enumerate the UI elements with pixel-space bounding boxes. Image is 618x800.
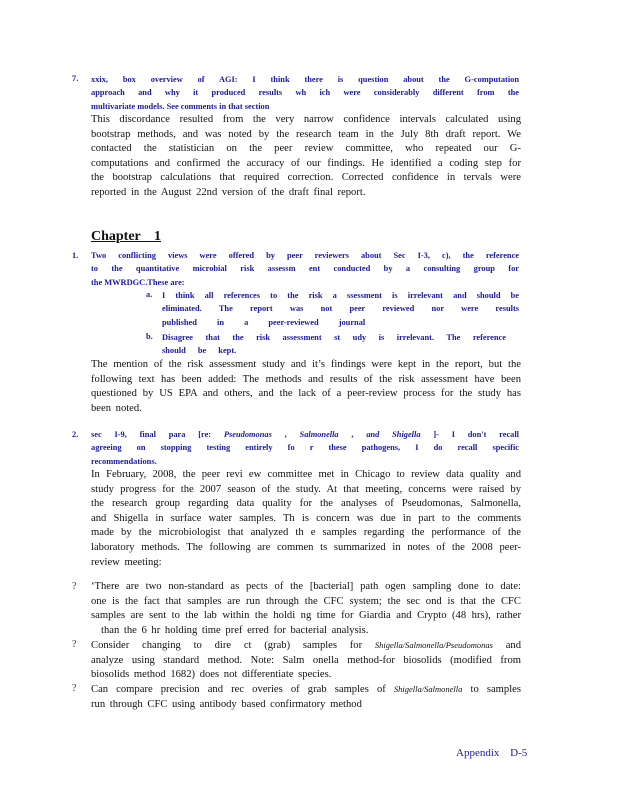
response-line: bootstrap methods, and was noted by the research team in the July 8th draft report. We — [91, 128, 521, 140]
bullet-symbol: ? — [72, 639, 77, 650]
response-line: This discordance resulted from the very narrow confidence intervals calculated using — [91, 114, 521, 125]
comment-text: , — [338, 430, 367, 439]
page-footer: Appendix D-5 — [456, 747, 528, 759]
comment-line: published in a peer-reviewed journal — [162, 317, 366, 327]
sub-item-a — [162, 289, 519, 329]
bullet-line: biosolids method 1682) does not differentiate species. — [91, 669, 332, 681]
response-line: computations and confirmed the accuracy of our findings. He identified a coding step for — [91, 157, 521, 169]
comment-text: sec I-9, final para [re: — [91, 430, 224, 439]
response-text — [91, 358, 521, 416]
comment-line: xxix, box overview of AGI: I think there is question about the G-computation — [91, 75, 519, 84]
comment-line: agreeing on stopping testing entirely fo r these pathogens, I do recall specific — [91, 443, 519, 453]
item-number: 2. — [72, 430, 79, 439]
comment-line: should be kept. — [162, 346, 237, 356]
response-line: contacted the statistician on the peer review committee, who repeated our G- — [91, 143, 521, 155]
comment-text: ]- I don't recall — [420, 430, 520, 439]
bullet-text: and — [492, 640, 521, 651]
sub-item-b — [162, 331, 506, 358]
bullet-item — [91, 580, 521, 638]
chapter-heading: Chapter 1 — [91, 229, 162, 244]
response-line: laboratory methods. The following are commen ts summarized in notes of the 2008 peer- — [91, 541, 521, 553]
comment-line: the MWRDGC.These are: — [91, 277, 185, 287]
reviewer-comment — [91, 249, 519, 289]
response-text — [91, 468, 521, 570]
bullet-text: Consider changing to dire ct (grab) samples for — [91, 640, 375, 651]
comment-line: approach and why it produced results wh ich were considerably different from the — [91, 88, 519, 98]
bullet-line: one is the fact that samples are run through the CFC system; the sec ond is that the CFC — [91, 595, 521, 607]
bullet-text: Can compare precision and rec overies of grab samples of — [91, 684, 394, 695]
bullet-line — [91, 638, 521, 654]
pathogen-name: Shigella/Salmonella/Pseudomonas — [374, 640, 493, 650]
comment-line: to the quantitative microbial risk assessm ent conducted by a consulting group for — [91, 264, 519, 274]
reviewer-comment — [91, 428, 519, 468]
item-number: 7. — [72, 74, 79, 83]
bullet-item — [91, 638, 521, 683]
response-line: questioned by US EPA and others, and the lack of a peer-review process for the study has — [91, 388, 521, 400]
bullet-text: to samples — [462, 684, 521, 695]
response-line: review meeting: — [91, 556, 162, 568]
bullet-symbol: ? — [72, 581, 77, 592]
response-line: following text has been added: The methods and results of the risk assessment have been — [91, 373, 521, 385]
response-line: the research group regarding data quality for the analyses of Pseudomonas, Salmonella, — [91, 498, 521, 510]
bullet-line: than the 6 hr holding time pref erred for bacterial analysis. — [101, 624, 369, 636]
comment-line: I think all references to the risk a ssessment is irrelevant and should be — [162, 291, 519, 300]
comment-line: eliminated. The report was not peer reviewed nor were results — [162, 304, 519, 314]
bullet-line: ‘There are two non-standard as pects of the [bacterial] path ogen sampling done to date: — [91, 581, 521, 592]
response-line: reported in the August 22nd version of the draft final report. — [91, 186, 366, 198]
bullet-symbol: ? — [72, 683, 77, 694]
comment-line: multivariate models. See comments in that section — [91, 101, 270, 111]
response-line: the bootstrap calculations that required correction. Corrected confidence in tervals were — [91, 172, 521, 184]
response-line: The mention of the risk assessment study and it’s findings were kept in the report, but the — [91, 359, 521, 370]
response-text — [91, 113, 521, 201]
response-line: study progress for the 2007 season of the study. At that meeting, concerns were raised by — [91, 483, 521, 495]
response-line: and Shigella in surface water samples. Th is concern was due in part to the comments — [91, 512, 521, 524]
comment-text: , — [271, 430, 300, 439]
response-line: made by the microbiologist that analyzed th e samples regarding the performance of the — [91, 527, 521, 539]
response-line: In February, 2008, the peer revi ew committee met in Chicago to review data quality and — [91, 469, 521, 480]
bullet-line: run through CFC using antibody based confirmatory method — [91, 698, 362, 710]
comment-line — [91, 428, 519, 441]
comment-line: Two conflicting views were offered by peer reviewers about Sec I-3, c), the reference — [91, 251, 519, 260]
bullet-line: analyze using standard method. Note: Salm onella method-for biosolids (modified from — [91, 654, 521, 666]
response-line: been noted. — [91, 402, 142, 414]
pathogen-name: Pseudomonas — [223, 430, 272, 439]
pathogen-name: Salmonella — [299, 430, 339, 439]
comment-line: Disagree that the risk assessment st udy is irrelevant. The reference — [162, 333, 506, 342]
bullet-line: samples are sent to the lab within the holdi ng time for Giardia and Crypto (48 hrs), rather — [91, 610, 521, 622]
item-number: 1. — [72, 251, 79, 260]
pathogen-name: and Shigella — [366, 430, 421, 439]
reviewer-comment — [91, 73, 519, 113]
bullet-item — [91, 682, 521, 712]
pathogen-name: Shigella/Salmonella — [393, 684, 463, 694]
sub-item-label: b. — [146, 332, 153, 341]
bullet-line — [91, 682, 521, 698]
comment-line: recommendations. — [91, 456, 157, 466]
sub-item-label: a. — [146, 290, 153, 299]
